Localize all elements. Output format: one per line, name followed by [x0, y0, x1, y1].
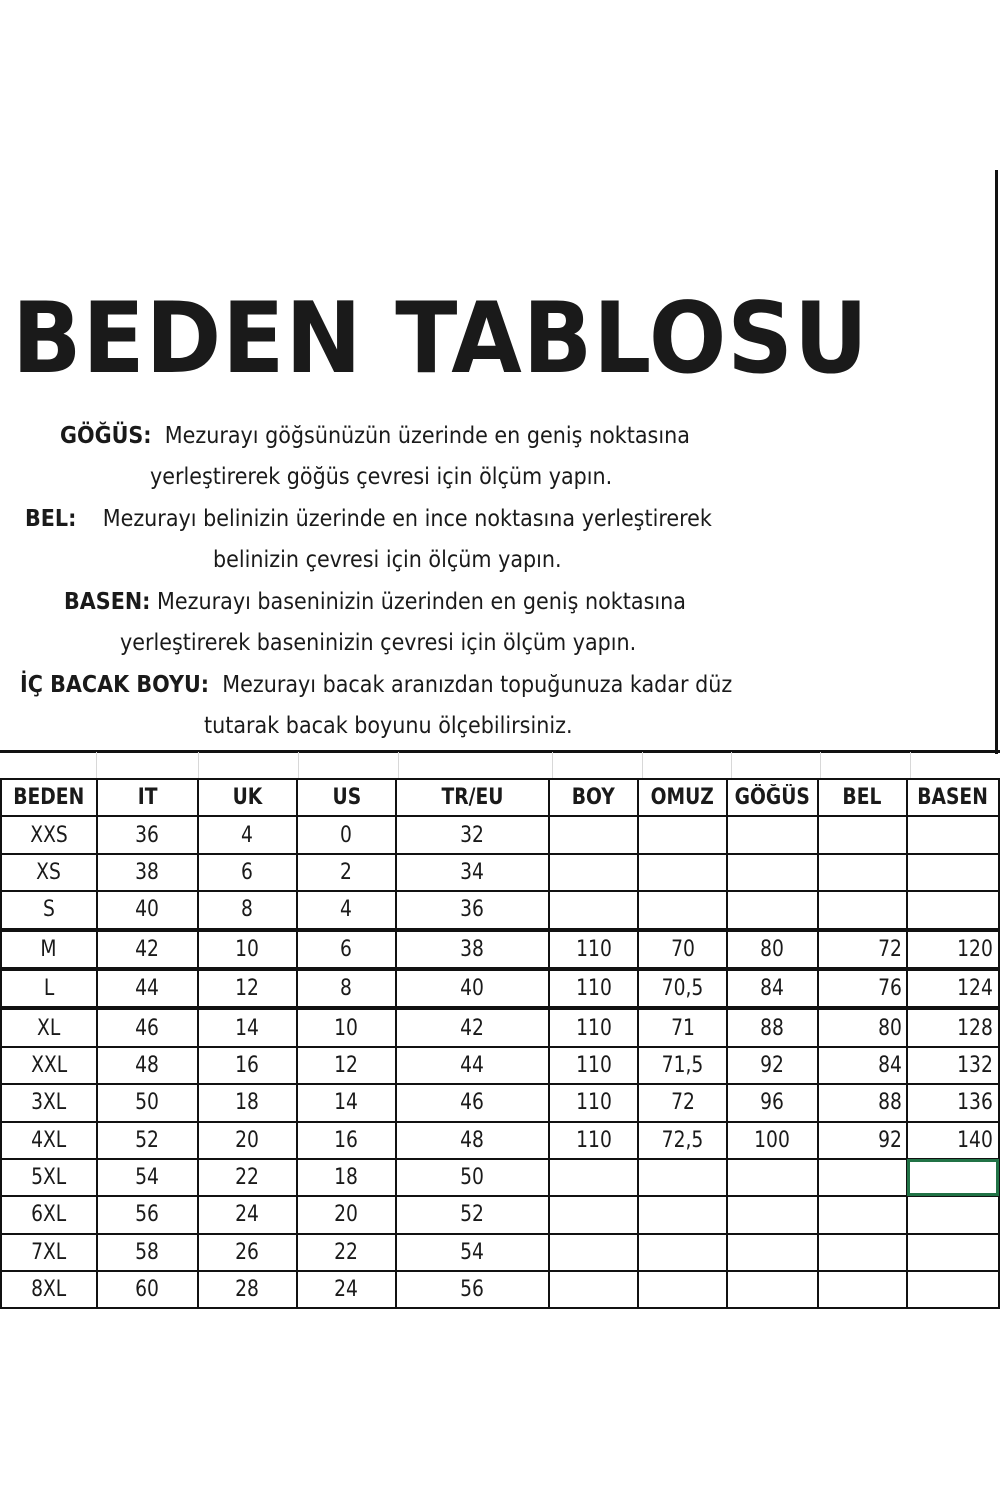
table-cell[interactable] — [97, 930, 198, 969]
cell-value: 52 — [460, 1202, 485, 1228]
table-cell[interactable] — [198, 1047, 297, 1084]
cell-value: 128 — [957, 1015, 993, 1041]
cell-value: XXL — [30, 1052, 67, 1078]
table-cell[interactable] — [1, 891, 97, 929]
table-cell[interactable] — [549, 1047, 638, 1084]
cell-value: 14 — [235, 1015, 260, 1041]
instruction-label: İÇ BACAK BOYU: — [20, 672, 210, 698]
instruction-gogus — [60, 423, 690, 449]
table-cell[interactable] — [818, 1084, 907, 1121]
cell-value: 10 — [235, 936, 260, 962]
cell-value: 80 — [760, 936, 785, 962]
table-cell[interactable] — [297, 969, 396, 1008]
table-cell[interactable] — [198, 930, 297, 969]
table-cell[interactable] — [818, 891, 907, 929]
cell-value: 6 — [241, 859, 254, 885]
table-cell[interactable] — [549, 1084, 638, 1121]
table-cell[interactable] — [638, 1047, 727, 1084]
cell-value: 100 — [754, 1127, 791, 1153]
page-title: BEDEN TABLOSU — [12, 282, 869, 396]
table-row — [1, 1271, 999, 1308]
header-cell — [396, 779, 549, 816]
cell-value: 58 — [135, 1239, 160, 1265]
table-cell[interactable] — [1, 1271, 97, 1308]
cell-value: 12 — [235, 976, 260, 1002]
cell-value: XS — [36, 859, 62, 885]
table-cell[interactable] — [727, 930, 818, 969]
table-cell[interactable] — [907, 1196, 999, 1233]
table-cell[interactable] — [818, 1047, 907, 1084]
table-cell[interactable] — [727, 969, 818, 1008]
cell-value: 110 — [575, 976, 612, 1002]
cell-value: 10 — [334, 1015, 359, 1041]
table-row — [1, 891, 999, 929]
table-header-row — [1, 779, 999, 816]
table-cell[interactable] — [727, 891, 818, 929]
cell-value: 32 — [460, 822, 485, 848]
column-header: OMUZ — [651, 785, 715, 811]
cell-value: 6XL — [31, 1202, 67, 1228]
cell-value: 34 — [460, 859, 485, 885]
table-cell[interactable] — [297, 1122, 396, 1159]
table-cell[interactable] — [297, 1047, 396, 1084]
table-cell[interactable] — [1, 1196, 97, 1233]
table-cell[interactable] — [297, 930, 396, 969]
cell-value: 4 — [241, 822, 254, 848]
cell-value: 36 — [460, 897, 485, 923]
cell-value: 60 — [135, 1277, 160, 1303]
cell-value: L — [43, 976, 55, 1002]
table-cell[interactable] — [818, 1234, 907, 1271]
instruction-text: Mezurayı baseninizin üzerinden en geniş noktasına — [157, 589, 686, 615]
table-cell[interactable] — [638, 1122, 727, 1159]
table-cell[interactable] — [1, 1008, 97, 1046]
table-cell[interactable] — [818, 816, 907, 853]
cell-value: 84 — [878, 1052, 902, 1078]
table-cell[interactable] — [396, 969, 549, 1008]
cell-value: 40 — [135, 897, 160, 923]
table-cell[interactable] — [97, 891, 198, 929]
table-cell[interactable] — [396, 891, 549, 929]
table-cell[interactable] — [549, 1196, 638, 1233]
cell-value: 52 — [135, 1127, 160, 1153]
instruction-gogus-cont: yerleştirerek göğüs çevresi için ölçüm yapın. — [150, 464, 613, 490]
cell-value: 16 — [334, 1127, 359, 1153]
table-cell[interactable] — [727, 1234, 818, 1271]
cell-value: 70 — [670, 936, 695, 962]
cell-value: 88 — [760, 1015, 785, 1041]
table-cell[interactable] — [297, 1008, 396, 1046]
table-cell[interactable] — [1, 1047, 97, 1084]
table-cell[interactable] — [297, 816, 396, 853]
table-cell[interactable] — [638, 1271, 727, 1308]
cell-value: 28 — [235, 1277, 260, 1303]
table-cell[interactable] — [638, 816, 727, 853]
table-cell[interactable] — [907, 1008, 999, 1046]
cell-value: 72 — [878, 936, 902, 962]
column-header: BASEN — [917, 785, 989, 811]
cell-value: 38 — [460, 936, 485, 962]
cell-value: 84 — [760, 976, 785, 1002]
cell-value: 20 — [235, 1127, 260, 1153]
cell-value: 36 — [135, 822, 160, 848]
table-cell[interactable] — [818, 854, 907, 891]
header-cell — [727, 779, 818, 816]
table-cell[interactable] — [638, 1159, 727, 1196]
table-cell[interactable] — [818, 1196, 907, 1233]
cell-value: 72,5 — [661, 1127, 704, 1153]
cell-value: 48 — [135, 1052, 160, 1078]
cell-value: 44 — [460, 1052, 485, 1078]
cell-value: 71 — [670, 1015, 695, 1041]
table-cell[interactable] — [1, 1159, 97, 1196]
table-cell[interactable] — [549, 1159, 638, 1196]
table-cell[interactable] — [818, 930, 907, 969]
cell-value: 46 — [460, 1090, 485, 1116]
instruction-bel-cont: belinizin çevresi için ölçüm yapın. — [213, 547, 562, 573]
cell-value: 50 — [460, 1165, 485, 1191]
table-cell[interactable] — [549, 1122, 638, 1159]
cell-value: 80 — [878, 1015, 902, 1041]
table-cell[interactable] — [727, 1084, 818, 1121]
cell-value: 8XL — [31, 1277, 67, 1303]
cell-value: 71,5 — [661, 1052, 704, 1078]
cell-value: 132 — [957, 1052, 993, 1078]
cell-value: 22 — [334, 1239, 359, 1265]
header-cell — [638, 779, 727, 816]
header-cell — [549, 779, 638, 816]
table-cell[interactable] — [396, 1047, 549, 1084]
table-row — [1, 1084, 999, 1121]
table-row — [1, 1234, 999, 1271]
header-cell — [1, 779, 97, 816]
cell-value: 76 — [878, 976, 902, 1002]
cell-value: 24 — [235, 1202, 260, 1228]
cell-value: 50 — [135, 1090, 160, 1116]
cell-value: 14 — [334, 1090, 359, 1116]
table-cell[interactable] — [198, 891, 297, 929]
table-cell[interactable] — [396, 1196, 549, 1233]
cell-value: 92 — [878, 1127, 902, 1153]
table-cell[interactable] — [818, 1122, 907, 1159]
cell-value: 40 — [460, 976, 485, 1002]
cell-value: 96 — [760, 1090, 785, 1116]
column-header: UK — [232, 785, 263, 811]
table-cell[interactable] — [549, 891, 638, 929]
table-cell[interactable] — [727, 816, 818, 853]
cell-value: 110 — [575, 1052, 612, 1078]
table-cell[interactable] — [396, 1008, 549, 1046]
table-cell[interactable] — [297, 1196, 396, 1233]
table-cell[interactable] — [1, 1234, 97, 1271]
table-cell[interactable] — [907, 930, 999, 969]
table-cell[interactable] — [198, 1271, 297, 1308]
table-cell[interactable] — [638, 1008, 727, 1046]
cell-value: XXS — [30, 822, 68, 848]
table-cell[interactable] — [1, 1122, 97, 1159]
cell-value: 42 — [135, 936, 160, 962]
table-cell[interactable] — [727, 854, 818, 891]
table-cell[interactable] — [97, 1008, 198, 1046]
table-cell[interactable] — [198, 969, 297, 1008]
table-row — [1, 854, 999, 891]
table-cell[interactable] — [549, 1234, 638, 1271]
cell-value: 92 — [760, 1052, 785, 1078]
instruction-basen-cont: yerleştirerek baseninizin çevresi için ölçüm yapın. — [120, 630, 637, 656]
header-cell — [297, 779, 396, 816]
table-cell[interactable] — [297, 1234, 396, 1271]
size-table — [0, 778, 1000, 1309]
cell-value: XL — [37, 1015, 61, 1041]
instruction-bel — [25, 506, 712, 532]
instruction-basen — [64, 589, 686, 615]
table-cell[interactable] — [297, 891, 396, 929]
header-cell — [97, 779, 198, 816]
table-cell[interactable] — [907, 1234, 999, 1271]
cell-value: 54 — [460, 1239, 485, 1265]
table-row — [1, 930, 999, 969]
table-row — [1, 1047, 999, 1084]
cell-value: 0 — [340, 822, 353, 848]
table-cell[interactable] — [907, 1122, 999, 1159]
instruction-label: GÖĞÜS: — [60, 423, 152, 449]
column-header: BEDEN — [13, 785, 85, 811]
table-cell[interactable] — [396, 1271, 549, 1308]
cell-value: 88 — [878, 1090, 902, 1116]
table-cell[interactable] — [638, 969, 727, 1008]
cell-value: 12 — [334, 1052, 359, 1078]
column-header: BOY — [572, 785, 616, 811]
table-row — [1, 1196, 999, 1233]
table-cell[interactable] — [396, 930, 549, 969]
table-row — [1, 969, 999, 1008]
table-cell[interactable] — [638, 1234, 727, 1271]
cell-value: 8 — [241, 897, 254, 923]
table-row — [1, 1122, 999, 1159]
table-cell[interactable] — [638, 891, 727, 929]
table-cell[interactable] — [396, 1159, 549, 1196]
table-cell[interactable] — [297, 1084, 396, 1121]
cell-value: 5XL — [31, 1165, 67, 1191]
table-cell[interactable] — [97, 1234, 198, 1271]
table-cell[interactable] — [97, 1159, 198, 1196]
table-cell[interactable] — [818, 1271, 907, 1308]
table-cell[interactable] — [97, 1084, 198, 1121]
table-cell[interactable] — [396, 854, 549, 891]
cell-value: 42 — [460, 1015, 485, 1041]
table-cell[interactable] — [97, 969, 198, 1008]
cell-value: 2 — [340, 859, 353, 885]
table-cell[interactable] — [907, 1047, 999, 1084]
table-cell[interactable] — [396, 816, 549, 853]
header-cell — [818, 779, 907, 816]
table-cell[interactable] — [907, 1084, 999, 1121]
cell-value: 72 — [670, 1090, 695, 1116]
table-cell[interactable] — [97, 1271, 198, 1308]
table-cell[interactable] — [638, 1196, 727, 1233]
cell-value: 46 — [135, 1015, 160, 1041]
cell-value: M — [40, 936, 57, 962]
table-cell[interactable] — [549, 854, 638, 891]
cell-value: 140 — [957, 1127, 993, 1153]
table-cell[interactable] — [198, 854, 297, 891]
table-cell[interactable] — [1, 854, 97, 891]
cell-value: 124 — [957, 976, 993, 1002]
table-cell[interactable] — [907, 969, 999, 1008]
table-cell[interactable] — [638, 1084, 727, 1121]
table-cell[interactable] — [297, 854, 396, 891]
column-header: TR/EU — [441, 785, 504, 811]
box-border-right — [995, 170, 998, 754]
table-cell[interactable] — [396, 1084, 549, 1121]
table-cell[interactable] — [1, 930, 97, 969]
column-header: US — [332, 785, 361, 811]
table-cell[interactable] — [198, 1008, 297, 1046]
table-cell[interactable] — [198, 1084, 297, 1121]
cell-value: 18 — [334, 1165, 359, 1191]
table-cell[interactable] — [198, 1159, 297, 1196]
instruction-text: Mezurayı bacak aranızdan topuğunuza kadar düz — [222, 672, 733, 698]
table-cell[interactable] — [396, 1234, 549, 1271]
table-cell[interactable] — [97, 854, 198, 891]
table-cell[interactable] — [198, 1196, 297, 1233]
cell-value: 22 — [235, 1165, 260, 1191]
table-cell[interactable] — [727, 1159, 818, 1196]
table-cell[interactable] — [97, 1047, 198, 1084]
cell-value: 26 — [235, 1239, 260, 1265]
instruction-text: Mezurayı belinizin üzerinde en ince noktasına yerleştirerek — [102, 506, 712, 532]
table-cell[interactable] — [727, 1271, 818, 1308]
table-cell[interactable] — [907, 1159, 999, 1196]
cell-value: 16 — [235, 1052, 260, 1078]
table-cell[interactable] — [1, 969, 97, 1008]
column-header: GÖĞÜS — [734, 785, 811, 811]
table-cell[interactable] — [549, 816, 638, 853]
instruction-ic-bacak-cont: tutarak bacak boyunu ölçebilirsiniz. — [204, 713, 573, 739]
cell-value: 6 — [340, 936, 353, 962]
table-cell[interactable] — [97, 1196, 198, 1233]
cell-value: 38 — [135, 859, 160, 885]
table-cell[interactable] — [818, 1008, 907, 1046]
cell-value: 18 — [235, 1090, 260, 1116]
cell-value: 56 — [460, 1277, 485, 1303]
table-cell[interactable] — [97, 1122, 198, 1159]
table-cell[interactable] — [818, 1159, 907, 1196]
cell-value: S — [42, 897, 55, 923]
cell-value: 48 — [460, 1127, 485, 1153]
table-row — [1, 1159, 999, 1196]
table-cell[interactable] — [638, 930, 727, 969]
cell-value: 24 — [334, 1277, 359, 1303]
table-cell[interactable] — [549, 930, 638, 969]
cell-value: 4XL — [31, 1127, 67, 1153]
cell-value: 120 — [957, 936, 993, 962]
header-cell — [198, 779, 297, 816]
cell-value: 70,5 — [661, 976, 704, 1002]
cell-value: 44 — [135, 976, 160, 1002]
table-cell[interactable] — [396, 1122, 549, 1159]
table-row — [1, 816, 999, 853]
header-cell — [907, 779, 999, 816]
column-header: IT — [137, 785, 158, 811]
cell-value: 136 — [957, 1090, 993, 1116]
cell-value: 20 — [334, 1202, 359, 1228]
table-cell[interactable] — [549, 969, 638, 1008]
cell-value: 7XL — [31, 1239, 67, 1265]
table-cell[interactable] — [198, 1234, 297, 1271]
table-cell[interactable] — [907, 1271, 999, 1308]
table-cell[interactable] — [198, 816, 297, 853]
table-cell[interactable] — [818, 969, 907, 1008]
table-cell[interactable] — [549, 1271, 638, 1308]
cell-value: 110 — [575, 1127, 612, 1153]
table-cell[interactable] — [638, 854, 727, 891]
table-cell[interactable] — [727, 1008, 818, 1046]
table-cell[interactable] — [907, 854, 999, 891]
table-cell[interactable] — [907, 891, 999, 929]
column-header: BEL — [842, 785, 882, 811]
table-row — [1, 1008, 999, 1046]
cell-value: 110 — [575, 1015, 612, 1041]
cell-value: 110 — [575, 1090, 612, 1116]
table-cell[interactable] — [97, 816, 198, 853]
table-cell[interactable] — [549, 1008, 638, 1046]
table-cell[interactable] — [198, 1122, 297, 1159]
cell-value: 4 — [340, 897, 353, 923]
table-cell[interactable] — [727, 1122, 818, 1159]
table-cell[interactable] — [1, 1084, 97, 1121]
instruction-ic-bacak — [20, 672, 732, 698]
table-cell[interactable] — [297, 1271, 396, 1308]
instruction-text: Mezurayı göğsünüzün üzerinde en geniş noktasına — [164, 423, 690, 449]
table-cell[interactable] — [1, 816, 97, 853]
table-cell[interactable] — [727, 1047, 818, 1084]
spreadsheet-gridlines — [0, 752, 1000, 778]
table-cell[interactable] — [907, 816, 999, 853]
table-cell[interactable] — [727, 1196, 818, 1233]
table-cell[interactable] — [297, 1159, 396, 1196]
cell-value: 3XL — [31, 1090, 67, 1116]
instruction-label: BEL: — [25, 506, 77, 532]
cell-value: 110 — [575, 936, 612, 962]
cell-value: 8 — [340, 976, 353, 1002]
cell-value: 56 — [135, 1202, 160, 1228]
cell-value: 54 — [135, 1165, 160, 1191]
instruction-label: BASEN: — [64, 589, 151, 615]
